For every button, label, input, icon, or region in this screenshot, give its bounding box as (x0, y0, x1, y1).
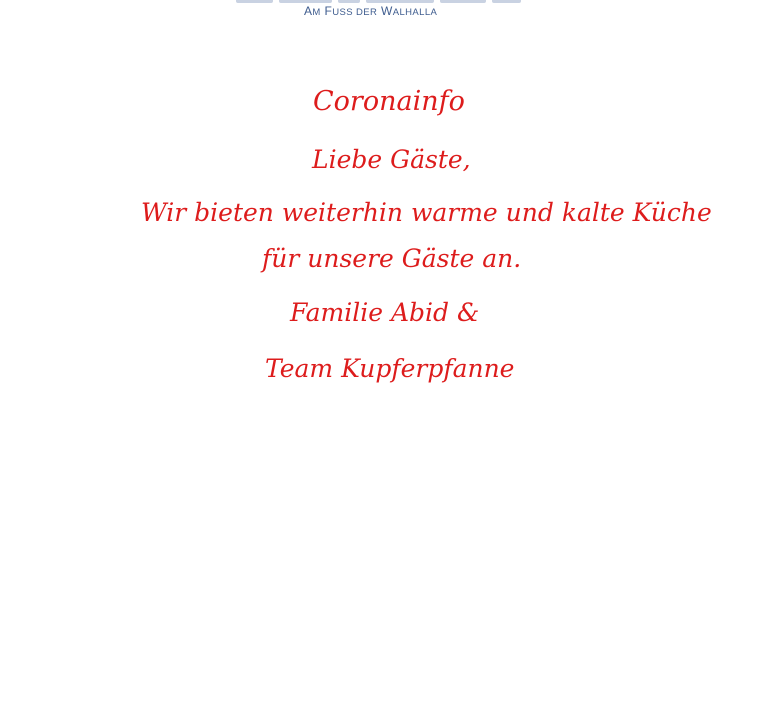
tagline-part: M (312, 7, 321, 18)
notice-greeting: Liebe Gäste, (312, 145, 471, 174)
tagline-part: A (304, 4, 313, 18)
notice-body-line-2: für unsere Gäste an. (262, 244, 522, 273)
notice-title: Coronainfo (313, 86, 465, 117)
tagline-part: USS (332, 7, 353, 18)
notice-signature-line-1: Familie Abid & (290, 298, 480, 327)
notice-body-line-1: Wir bieten weiterhin warme und kalte Küche (141, 198, 712, 227)
tagline-part: DER (352, 7, 378, 18)
tagline-part: ALHALLA (392, 7, 438, 18)
notice-signature-line-2: Team Kupferpfanne (265, 354, 515, 383)
tagline-part: W (377, 4, 393, 18)
tagline-part: F (320, 4, 333, 18)
